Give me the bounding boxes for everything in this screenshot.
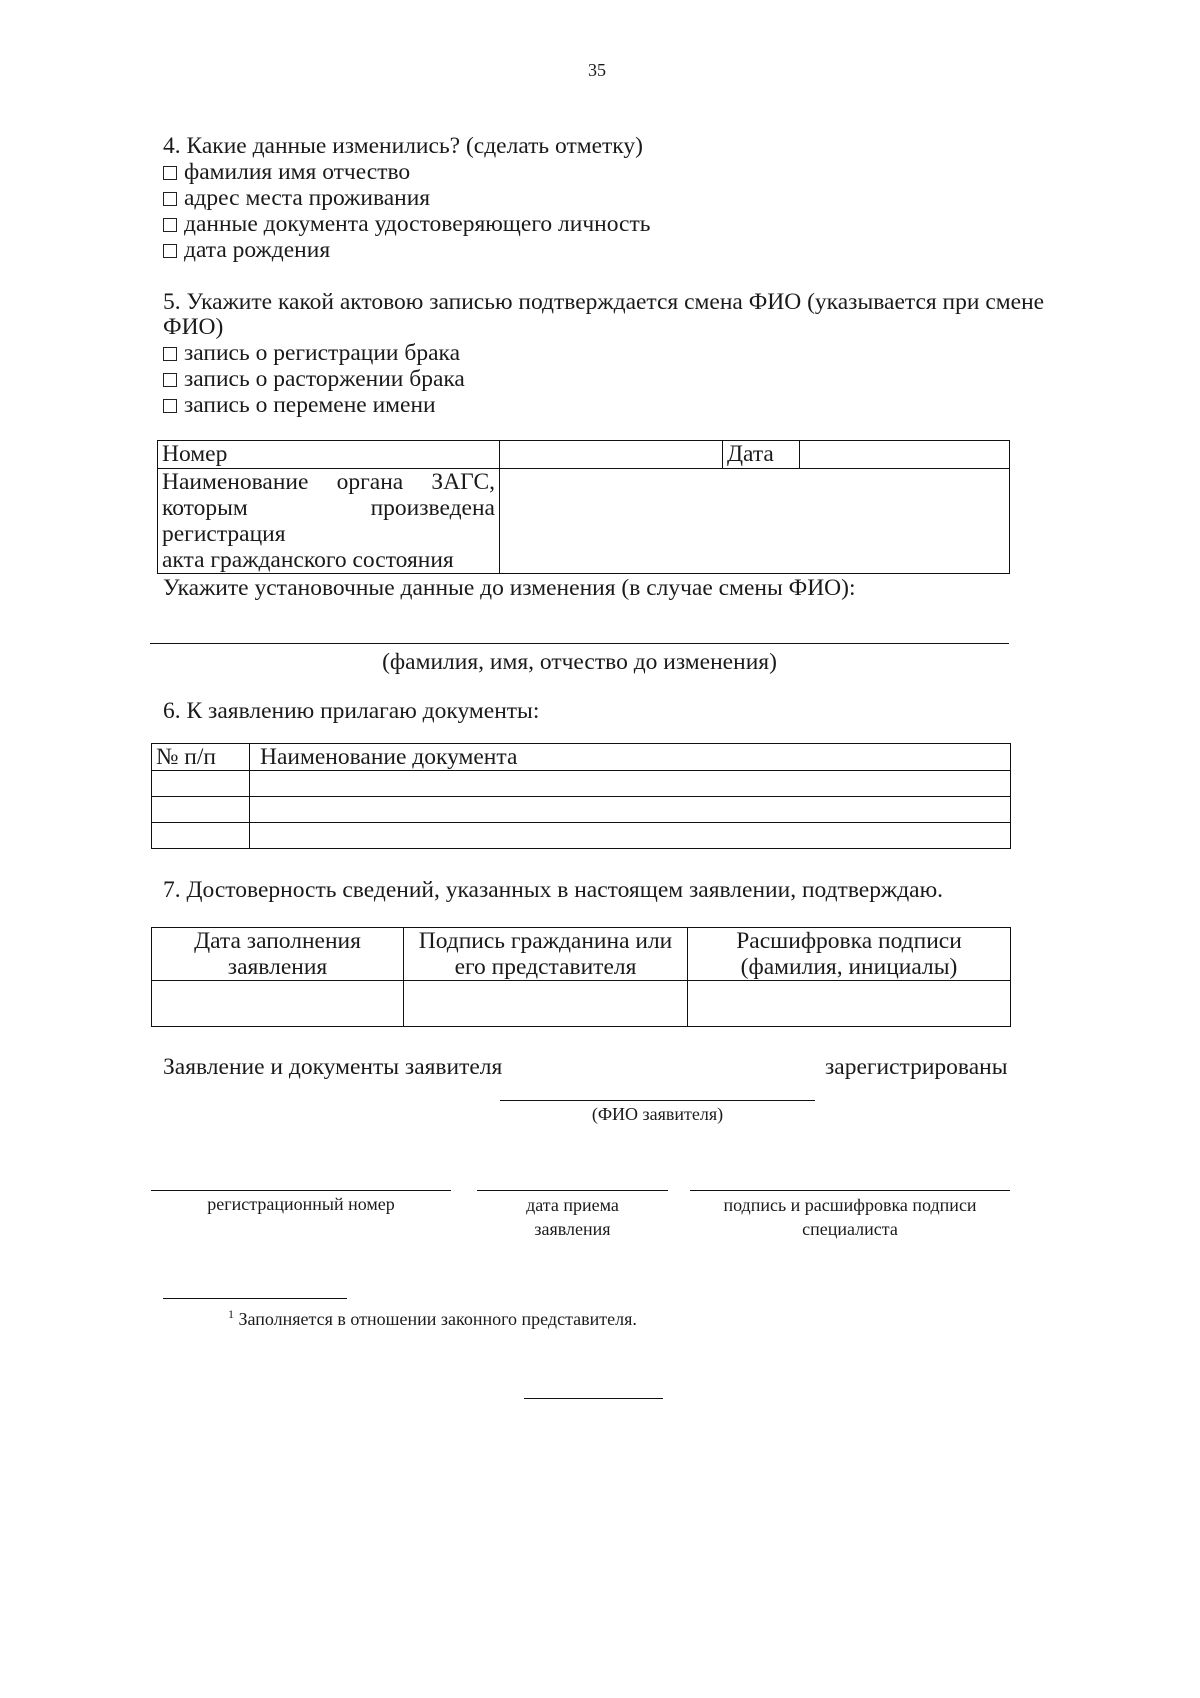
registry-office-label: Наименование органа ЗАГС, которым произведена регистрация акта гражданского состояния xyxy=(158,469,500,574)
registration-left-text: Заявление и документы заявителя xyxy=(163,1054,503,1080)
end-separator-line xyxy=(524,1398,663,1399)
receipt-date-caption: дата приема заявления xyxy=(526,1195,619,1239)
registration-number-caption: регистрационный номер xyxy=(207,1194,395,1214)
registration-number-line[interactable] xyxy=(151,1190,451,1191)
page-number: 35 xyxy=(588,60,606,80)
previous-fio-line[interactable] xyxy=(150,643,1009,644)
document-name-cell[interactable] xyxy=(250,771,1011,797)
previous-data-label: Укажите установочные данные до изменения (в случае смены ФИО): xyxy=(163,575,856,601)
checkbox-icon[interactable] xyxy=(163,347,177,361)
document-number-cell[interactable] xyxy=(152,797,250,823)
question-4-title: 4. Какие данные изменились? (сделать отметку) xyxy=(163,133,643,159)
documents-col-number: № п/п xyxy=(152,744,250,771)
document-name-cell[interactable] xyxy=(250,823,1011,849)
applicant-fio-caption: (ФИО заявителя) xyxy=(591,1104,724,1124)
q4-option-birth-date[interactable]: дата рождения xyxy=(163,236,330,264)
checkbox-icon[interactable] xyxy=(163,218,177,232)
checkbox-icon[interactable] xyxy=(163,244,177,258)
signature-field[interactable] xyxy=(404,981,688,1027)
documents-table xyxy=(151,743,1011,849)
document-name-cell[interactable] xyxy=(250,797,1011,823)
document-number-cell[interactable] xyxy=(152,771,250,797)
documents-col-name: Наименование документа xyxy=(250,744,1011,771)
fill-date-field[interactable] xyxy=(152,981,404,1027)
registration-right-text: зарегистрированы xyxy=(825,1054,1008,1080)
number-label: Номер xyxy=(158,441,500,469)
signature-header: Подпись гражданина или его представителя xyxy=(404,928,688,981)
q4-option-fio[interactable]: фамилия имя отчество xyxy=(163,158,410,186)
table-row xyxy=(152,771,1011,797)
table-row xyxy=(152,823,1011,849)
specialist-signature-line[interactable] xyxy=(690,1190,1010,1191)
footnote-separator xyxy=(163,1298,347,1299)
checkbox-icon[interactable] xyxy=(163,399,177,413)
signature-decoding-field[interactable] xyxy=(688,981,1011,1027)
signature-decoding-header: Расшифровка подписи (фамилия, инициалы) xyxy=(688,928,1011,981)
number-field[interactable] xyxy=(500,441,723,469)
footnote-mark: 1 xyxy=(228,1307,234,1321)
fill-date-header: Дата заполнения заявления xyxy=(152,928,404,981)
q4-option-id-document[interactable]: данные документа удостоверяющего личность xyxy=(163,210,650,238)
checkbox-icon[interactable] xyxy=(163,192,177,206)
confirmation-table xyxy=(151,927,1011,1027)
previous-fio-caption: (фамилия, имя, отчество до изменения) xyxy=(382,649,777,675)
q5-option-divorce[interactable]: запись о расторжении брака xyxy=(163,365,465,393)
question-5-title-line1: 5. Укажите какой актовою записью подтверждается смена ФИО (указывается при смене xyxy=(163,289,1045,315)
q5-option-name-change[interactable]: запись о перемене имени xyxy=(163,391,436,419)
applicant-fio-line[interactable] xyxy=(500,1100,815,1101)
q5-option-marriage[interactable]: запись о регистрации брака xyxy=(163,339,460,367)
footnote-text: Заполняется в отношении законного представителя. xyxy=(238,1309,637,1329)
footnote xyxy=(228,1302,637,1331)
table-row xyxy=(152,797,1011,823)
question-5-title-line2: ФИО) xyxy=(163,314,224,340)
question-6-title: 6. К заявлению прилагаю документы: xyxy=(163,698,540,724)
checkbox-icon[interactable] xyxy=(163,166,177,180)
document-number-cell[interactable] xyxy=(152,823,250,849)
date-label: Дата xyxy=(723,441,800,469)
checkbox-icon[interactable] xyxy=(163,373,177,387)
specialist-signature-caption: подпись и расшифровка подписи специалиста xyxy=(723,1195,977,1239)
date-field[interactable] xyxy=(800,441,1010,469)
q4-option-address[interactable]: адрес места проживания xyxy=(163,184,430,212)
receipt-date-line[interactable] xyxy=(477,1190,668,1191)
question-7-title: 7. Достоверность сведений, указанных в настоящем заявлении, подтверждаю. xyxy=(163,877,944,903)
registry-office-field[interactable] xyxy=(500,469,1010,574)
act-record-table xyxy=(157,440,1010,574)
